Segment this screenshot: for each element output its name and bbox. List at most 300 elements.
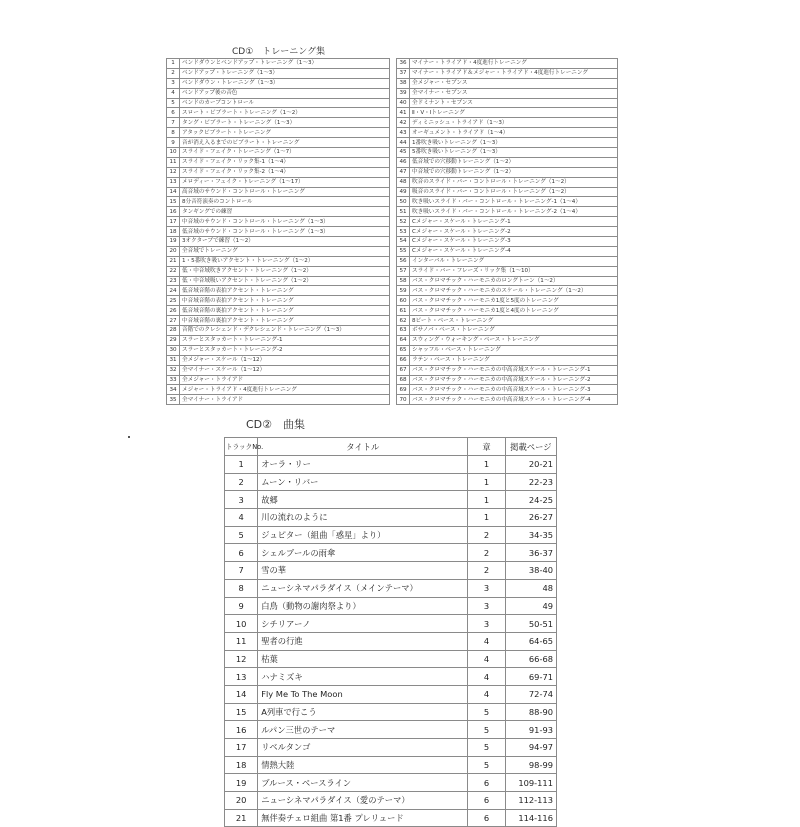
track-title: 5番吹き吸いトレーニング（1〜3） (410, 148, 618, 158)
track-title: 吹音のスライド・バー・コントロール・トレーニング（1〜2） (410, 177, 618, 187)
header-title: タイトル (258, 438, 468, 456)
track-number: 17 (167, 217, 180, 227)
track-title: アタックビブラート・トレーニング (180, 128, 390, 138)
song-chapter: 5 (468, 756, 505, 774)
song-title: 枯葉 (258, 650, 468, 668)
song-title: 川の流れのように (258, 509, 468, 527)
song-chapter: 5 (468, 721, 505, 739)
track-row (397, 118, 618, 128)
song-row (225, 809, 557, 827)
track-title: ベンドアップ後の音色 (180, 88, 390, 98)
track-row (397, 148, 618, 158)
song-track-number: 13 (225, 668, 258, 686)
song-track-number: 19 (225, 774, 258, 792)
track-number: 20 (167, 246, 180, 256)
track-title: バス・クロマチック・ハーモニカの中高音域スケール・トレーニング-2 (410, 375, 618, 385)
song-track-number: 10 (225, 615, 258, 633)
song-title: 無伴奏チェロ組曲 第1番 プレリュード (258, 809, 468, 827)
track-number: 13 (167, 177, 180, 187)
track-title: オーギュメント・トライアド（1〜4） (410, 128, 618, 138)
track-row (397, 266, 618, 276)
track-number: 15 (167, 197, 180, 207)
song-track-number: 1 (225, 456, 258, 474)
song-chapter: 2 (468, 562, 505, 580)
song-track-number: 20 (225, 792, 258, 810)
track-title: インターバル・トレーニング (410, 256, 618, 266)
track-title: 3オクターブで練習（1〜2） (180, 237, 390, 247)
song-chapter: 2 (468, 526, 505, 544)
song-title: 聖者の行進 (258, 632, 468, 650)
song-row (225, 774, 557, 792)
track-row (167, 78, 390, 88)
track-title: 中音域のサウンド・コントロール・トレーニング（1〜3） (180, 217, 390, 227)
song-row (225, 668, 557, 686)
track-title: 全ドミナント・セブンス (410, 98, 618, 108)
song-title: リベルタンゴ (258, 739, 468, 757)
track-number: 14 (167, 187, 180, 197)
track-title: 音が消え入るまでのビブラート・トレーニング (180, 138, 390, 148)
track-number: 4 (167, 88, 180, 98)
track-row (397, 256, 618, 266)
song-title: ジュピター（組曲「惑星」より） (258, 526, 468, 544)
song-page: 64-65 (505, 632, 556, 650)
track-title: バス・クロマチック・ハーモニカの中高音域スケール・トレーニング-3 (410, 385, 618, 395)
track-number: 66 (397, 355, 410, 365)
track-row (167, 118, 390, 128)
track-row (167, 138, 390, 148)
track-number: 51 (397, 207, 410, 217)
track-row (397, 68, 618, 78)
track-row (167, 395, 390, 405)
song-chapter: 1 (468, 509, 505, 527)
track-title: 全マイナー・トライアド (180, 395, 390, 405)
track-row (397, 207, 618, 217)
song-chapter: 4 (468, 650, 505, 668)
song-row (225, 756, 557, 774)
track-number: 7 (167, 118, 180, 128)
track-row (397, 375, 618, 385)
song-track-number: 4 (225, 509, 258, 527)
track-number: 8 (167, 128, 180, 138)
track-row (397, 157, 618, 167)
track-row (167, 266, 390, 276)
track-row (397, 237, 618, 247)
song-track-number: 9 (225, 597, 258, 615)
track-number: 30 (167, 345, 180, 355)
track-row (167, 98, 390, 108)
song-chapter: 1 (468, 491, 505, 509)
track-title: ベンドアップ・トレーニング（1〜3） (180, 68, 390, 78)
track-row (167, 207, 390, 217)
track-title: 全メジャー・セブンス (410, 78, 618, 88)
song-page: 69-71 (505, 668, 556, 686)
track-title: ディミニッシュ・トライアド（1〜3） (410, 118, 618, 128)
track-title: 低音域音階の表拍アクセント・トレーニング (180, 286, 390, 296)
track-title: スウィング・ウォーキング・ベース・トレーニング (410, 335, 618, 345)
song-page: 24-25 (505, 491, 556, 509)
song-track-number: 21 (225, 809, 258, 827)
track-row (397, 197, 618, 207)
track-row (167, 177, 390, 187)
song-chapter: 2 (468, 544, 505, 562)
song-page: 94-97 (505, 739, 556, 757)
track-number: 54 (397, 237, 410, 247)
song-track-number: 2 (225, 473, 258, 491)
song-page: 48 (505, 579, 556, 597)
track-title: ベンドのカーブコントロール (180, 98, 390, 108)
track-number: 11 (167, 157, 180, 167)
track-row (167, 128, 390, 138)
song-chapter: 3 (468, 615, 505, 633)
header-chapter: 章 (468, 438, 505, 456)
track-row (397, 108, 618, 118)
song-chapter: 3 (468, 597, 505, 615)
track-title: 全メジャー・トライアド (180, 375, 390, 385)
song-track-number: 8 (225, 579, 258, 597)
song-track-number: 11 (225, 632, 258, 650)
track-row (167, 157, 390, 167)
track-title: 中音域音階の表拍アクセント・トレーニング (180, 296, 390, 306)
track-title: スライド・フェイク・リック集-1（1〜4） (180, 157, 390, 167)
track-row (397, 227, 618, 237)
song-row (225, 703, 557, 721)
song-title: シチリアーノ (258, 615, 468, 633)
song-track-number: 5 (225, 526, 258, 544)
track-row (397, 138, 618, 148)
track-number: 5 (167, 98, 180, 108)
track-row (397, 187, 618, 197)
track-title: 全音域でトレーニング (180, 246, 390, 256)
track-row (167, 148, 390, 158)
track-number: 57 (397, 266, 410, 276)
track-title: Cメジャー・スケール・トレーニング-2 (410, 227, 618, 237)
song-row (225, 562, 557, 580)
track-title: マイナー・トライアド・4度進行トレーニング (410, 59, 618, 69)
song-chapter: 4 (468, 632, 505, 650)
track-number: 47 (397, 167, 410, 177)
track-number: 67 (397, 365, 410, 375)
cd2-header-row (225, 438, 557, 456)
track-row (167, 355, 390, 365)
track-row (167, 385, 390, 395)
track-number: 52 (397, 217, 410, 227)
track-title: 低音域音階の裏拍アクセント・トレーニング (180, 306, 390, 316)
track-row (167, 227, 390, 237)
track-row (397, 365, 618, 375)
song-row (225, 456, 557, 474)
track-title: ベンドダウン・トレーニング（1〜3） (180, 78, 390, 88)
track-number: 12 (167, 167, 180, 177)
song-chapter: 4 (468, 668, 505, 686)
track-row (167, 237, 390, 247)
track-title: 8ビート・ベース・トレーニング (410, 316, 618, 326)
track-number: 32 (167, 365, 180, 375)
song-row (225, 650, 557, 668)
song-title: シェルブールの雨傘 (258, 544, 468, 562)
song-track-number: 3 (225, 491, 258, 509)
song-title: ムーン・リバー (258, 473, 468, 491)
track-title: 低・中音域吹きアクセント・トレーニング（1〜2） (180, 266, 390, 276)
track-row (397, 246, 618, 256)
track-number: 25 (167, 296, 180, 306)
song-page: 50-51 (505, 615, 556, 633)
song-row (225, 739, 557, 757)
song-chapter: 3 (468, 579, 505, 597)
song-row (225, 544, 557, 562)
song-track-number: 17 (225, 739, 258, 757)
track-number: 21 (167, 256, 180, 266)
track-row (397, 385, 618, 395)
track-number: 36 (397, 59, 410, 69)
track-row (167, 365, 390, 375)
track-number: 55 (397, 246, 410, 256)
song-row (225, 632, 557, 650)
song-row (225, 615, 557, 633)
track-number: 23 (167, 276, 180, 286)
song-page: 109-111 (505, 774, 556, 792)
song-page: 98-99 (505, 756, 556, 774)
song-page: 114-116 (505, 809, 556, 827)
track-row (397, 296, 618, 306)
song-title: 情熱大陸 (258, 756, 468, 774)
track-number: 68 (397, 375, 410, 385)
track-number: 27 (167, 316, 180, 326)
track-row (167, 316, 390, 326)
track-title: スライド・フェイク・トレーニング（1〜7） (180, 148, 390, 158)
track-number: 59 (397, 286, 410, 296)
cd2-title: CD② 曲集 (246, 418, 306, 431)
track-row (397, 59, 618, 69)
track-number: 45 (397, 148, 410, 158)
track-number: 70 (397, 395, 410, 405)
track-number: 64 (397, 335, 410, 345)
track-title: 低音域での穴移動トレーニング（1〜2） (410, 157, 618, 167)
track-title: 中音域での穴移動トレーニング（1〜2） (410, 167, 618, 177)
song-title: 白鳥（動物の謝肉祭より） (258, 597, 468, 615)
cd1-title: CD① トレーニング集 (232, 47, 326, 57)
track-row (397, 276, 618, 286)
track-number: 69 (397, 385, 410, 395)
header-page: 掲載ページ (505, 438, 556, 456)
song-row (225, 579, 557, 597)
track-number: 16 (167, 207, 180, 217)
track-row (397, 167, 618, 177)
track-row (167, 296, 390, 306)
song-title: ブルース・ベースライン (258, 774, 468, 792)
track-title: ベンドダウンとベンドアップ・トレーニング（1〜3） (180, 59, 390, 69)
track-title: バス・クロマチック・ハーモニカ1度と5度のトレーニング (410, 296, 618, 306)
track-row (397, 355, 618, 365)
track-number: 65 (397, 345, 410, 355)
track-number: 35 (167, 395, 180, 405)
song-track-number: 12 (225, 650, 258, 668)
stray-dot (128, 436, 130, 438)
song-row (225, 597, 557, 615)
track-title: 全メジャー・スケール（1〜12） (180, 355, 390, 365)
track-row (397, 177, 618, 187)
track-number: 10 (167, 148, 180, 158)
song-chapter: 6 (468, 774, 505, 792)
track-title: バス・クロマチック・ハーモニカの中高音域スケール・トレーニング-1 (410, 365, 618, 375)
song-page: 49 (505, 597, 556, 615)
track-number: 37 (397, 68, 410, 78)
track-row (167, 108, 390, 118)
cd1-track-table-left (166, 58, 390, 405)
song-row (225, 509, 557, 527)
song-page: 112-113 (505, 792, 556, 810)
track-title: 吸音のスライド・バー・コントロール・トレーニング（1〜2） (410, 187, 618, 197)
track-row (397, 88, 618, 98)
track-number: 24 (167, 286, 180, 296)
song-page: 72-74 (505, 685, 556, 703)
cd2-song-table (224, 437, 557, 827)
song-chapter: 1 (468, 456, 505, 474)
song-page: 22-23 (505, 473, 556, 491)
song-page: 20-21 (505, 456, 556, 474)
track-number: 56 (397, 256, 410, 266)
track-row (167, 345, 390, 355)
track-row (167, 59, 390, 69)
track-title: 吹き吸いスライド・バー・コントロール・トレーニング-1（1〜4） (410, 197, 618, 207)
track-row (397, 326, 618, 336)
track-title: 全マイナー・スケール（1〜12） (180, 365, 390, 375)
track-row (167, 88, 390, 98)
song-row (225, 473, 557, 491)
song-row (225, 526, 557, 544)
song-row (225, 491, 557, 509)
track-number: 44 (397, 138, 410, 148)
track-title: 音階でのクレシェンド・デクレシェンド・トレーニング（1〜3） (180, 326, 390, 336)
song-page: 26-27 (505, 509, 556, 527)
track-row (397, 217, 618, 227)
track-number: 46 (397, 157, 410, 167)
track-row (167, 246, 390, 256)
track-number: 39 (397, 88, 410, 98)
track-row (167, 286, 390, 296)
track-row (397, 345, 618, 355)
track-title: バス・クロマチック・ハーモニカ1度と4度のトレーニング (410, 306, 618, 316)
track-title: 低・中音域吸いアクセント・トレーニング（1〜2） (180, 276, 390, 286)
track-title: 1・5番吹き吸いアクセント・トレーニング（1〜2） (180, 256, 390, 266)
track-number: 6 (167, 108, 180, 118)
track-title: 低音域のサウンド・コントロール・トレーニング（1〜3） (180, 227, 390, 237)
track-row (167, 167, 390, 177)
track-row (397, 98, 618, 108)
song-page: 88-90 (505, 703, 556, 721)
track-title: スラーとスタッカート・トレーニング-1 (180, 335, 390, 345)
track-number: 34 (167, 385, 180, 395)
track-number: 42 (397, 118, 410, 128)
song-chapter: 5 (468, 703, 505, 721)
track-row (167, 217, 390, 227)
track-number: 49 (397, 187, 410, 197)
track-title: スロート・ビブラート・トレーニング（1〜2） (180, 108, 390, 118)
track-number: 61 (397, 306, 410, 316)
track-title: メジャー・トライアド・4度進行トレーニング (180, 385, 390, 395)
track-row (397, 395, 618, 405)
track-row (397, 128, 618, 138)
track-row (167, 326, 390, 336)
track-number: 29 (167, 335, 180, 345)
track-number: 38 (397, 78, 410, 88)
track-title: スラーとスタッカート・トレーニング-2 (180, 345, 390, 355)
song-track-number: 6 (225, 544, 258, 562)
song-title: A列車で行こう (258, 703, 468, 721)
song-page: 34-35 (505, 526, 556, 544)
track-row (397, 286, 618, 296)
track-row (167, 306, 390, 316)
song-track-number: 15 (225, 703, 258, 721)
track-row (167, 187, 390, 197)
track-row (167, 335, 390, 345)
track-number: 50 (397, 197, 410, 207)
track-row (167, 276, 390, 286)
song-title: ニューシネマパラダイス（メインテーマ） (258, 579, 468, 597)
track-row (397, 335, 618, 345)
track-row (397, 78, 618, 88)
track-title: メロディー・フェイク・トレーニング（1〜17） (180, 177, 390, 187)
track-number: 48 (397, 177, 410, 187)
track-number: 31 (167, 355, 180, 365)
track-title: 1番吹き吸いトレーニング（1〜3） (410, 138, 618, 148)
track-row (397, 316, 618, 326)
track-title: Cメジャー・スケール・トレーニング-4 (410, 246, 618, 256)
song-chapter: 6 (468, 792, 505, 810)
track-title: 8分音符演奏のコントロール (180, 197, 390, 207)
song-row (225, 685, 557, 703)
song-chapter: 6 (468, 809, 505, 827)
track-title: 吹き吸いスライド・バー・コントロール・トレーニング-2（1〜4） (410, 207, 618, 217)
track-number: 41 (397, 108, 410, 118)
song-page: 36-37 (505, 544, 556, 562)
track-row (167, 68, 390, 78)
track-title: 中音域音階の裏拍アクセント・トレーニング (180, 316, 390, 326)
track-number: 18 (167, 227, 180, 237)
track-title: シャッフル・ベース・トレーニング (410, 345, 618, 355)
track-number: 33 (167, 375, 180, 385)
track-number: 60 (397, 296, 410, 306)
song-title: ルパン三世のテーマ (258, 721, 468, 739)
track-row (167, 197, 390, 207)
track-title: スライド・バー・フレーズ・リック集（1〜10） (410, 266, 618, 276)
track-number: 63 (397, 326, 410, 336)
song-title: 雪の華 (258, 562, 468, 580)
track-title: 高音域のサウンド・コントロール・トレーニング (180, 187, 390, 197)
track-row (167, 256, 390, 266)
track-title: Ⅱ・Ⅴ・Ⅰトレーニング (410, 108, 618, 118)
track-title: 全マイナー・セブンス (410, 88, 618, 98)
track-number: 1 (167, 59, 180, 69)
song-page: 91-93 (505, 721, 556, 739)
track-title: マイナー・トライアド＆メジャー・トライアド・4度進行トレーニング (410, 68, 618, 78)
song-track-number: 18 (225, 756, 258, 774)
track-number: 53 (397, 227, 410, 237)
cd1-track-table-right (396, 58, 618, 405)
track-number: 43 (397, 128, 410, 138)
song-chapter: 1 (468, 473, 505, 491)
song-title: ハナミズキ (258, 668, 468, 686)
song-title: 故郷 (258, 491, 468, 509)
track-title: Cメジャー・スケール・トレーニング-1 (410, 217, 618, 227)
track-number: 58 (397, 276, 410, 286)
song-track-number: 16 (225, 721, 258, 739)
track-number: 26 (167, 306, 180, 316)
track-number: 22 (167, 266, 180, 276)
song-title: オーラ・リー (258, 456, 468, 474)
song-page: 38-40 (505, 562, 556, 580)
track-number: 3 (167, 78, 180, 88)
song-track-number: 7 (225, 562, 258, 580)
